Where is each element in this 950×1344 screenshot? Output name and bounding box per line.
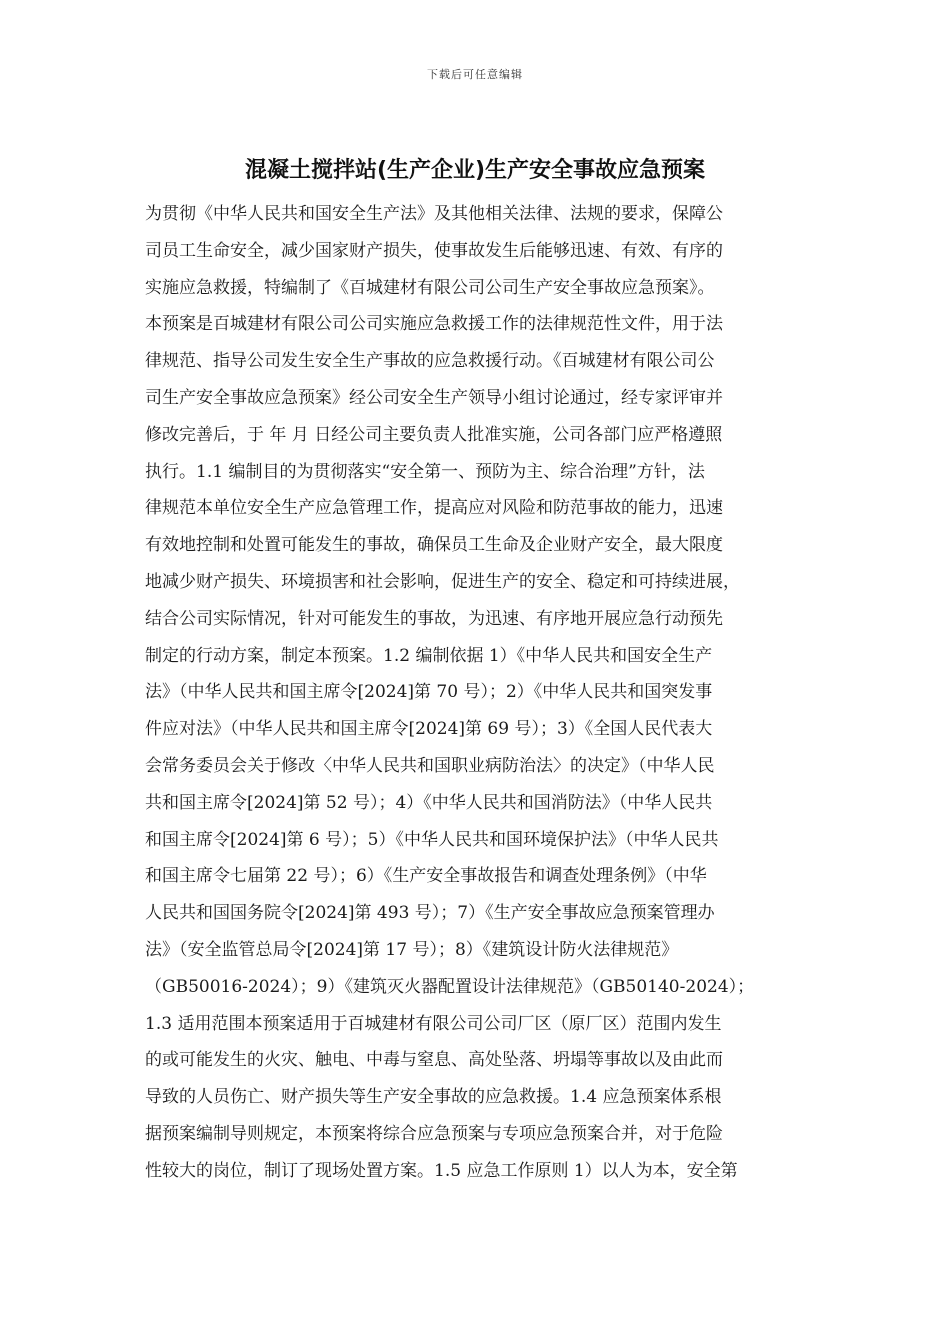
text-line: 共和国主席令[2024]第 52 号）；4）《中华人民共和国消防法》（中华人民共 [145, 792, 713, 813]
text-line: 律规范本单位安全生产应急管理工作，提高应对风险和防范事故的能力，迅速 [145, 498, 723, 519]
text-line: 的或可能发生的火灾、触电、中毒与窒息、高处坠落、坍塌等事故以及由此而 [145, 1050, 723, 1071]
text-line: 司员工生命安全，减少国家财产损失，使事故发生后能够迅速、有效、有序的 [145, 240, 723, 261]
text-line: 和国主席令七届第 22 号）；6）《生产安全事故报告和调查处理条例》（中华 [145, 866, 707, 887]
text-line: 1.3 适用范围本预案适用于百城建材有限公司公司厂区（原厂区）范围内发生 [145, 1013, 722, 1034]
text-line: 有效地控制和处置可能发生的事故，确保员工生命及企业财产安全，最大限度 [145, 535, 723, 556]
text-line: 法》（中华人民共和国主席令[2024]第 70 号）；2）《中华人民共和国突发事 [145, 682, 713, 703]
text-line: 律规范、指导公司发生安全生产事故的应急救援行动。《百城建材有限公司公 [145, 351, 715, 372]
text-line: 和国主席令[2024]第 6 号）；5）《中华人民共和国环境保护法》（中华人民共 [145, 829, 719, 850]
text-line: 会常务委员会关于修改〈中华人民共和国职业病防治法〉的决定》（中华人民 [145, 755, 715, 776]
text-line: （GB50016-2024）；9）《建筑灭火器配置设计法律规范》（GB50140-2024）； [145, 976, 755, 997]
text-line: 本预案是百城建材有限公司公司实施应急救援工作的法律规范性文件，用于法 [145, 314, 723, 335]
text-line: 地减少财产损失、环境损害和社会影响，促进生产的安全、稳定和可持续进展， [145, 571, 740, 592]
text-line: 性较大的岗位，制订了现场处置方案。1.5 应急工作原则 1）以人为本，安全第 [145, 1160, 738, 1181]
text-line: 实施应急救援，特编制了《百城建材有限公司公司生产安全事故应急预案》。 [145, 277, 715, 298]
text-line: 人民共和国国务院令[2024]第 493 号）；7）《生产安全事故应急预案管理办 [145, 903, 715, 924]
text-line: 执行。1.1 编制目的为贯彻落实“安全第一、预防为主、综合治理”方针，法 [145, 461, 705, 482]
text-line: 修改完善后，于 年 月 日经公司主要负责人批准实施，公司各部门应严格遵照 [145, 424, 723, 445]
body-text [145, 196, 810, 1190]
text-line: 司生产安全事故应急预案》经公司安全生产领导小组讨论通过，经专家评审并 [145, 387, 723, 408]
text-line: 件应对法》（中华人民共和国主席令[2024]第 69 号）；3）《全国人民代表大 [145, 719, 713, 740]
text-line: 结合公司实际情况，针对可能发生的事故，为迅速、有序地开展应急行动预先 [145, 608, 723, 629]
text-line: 为贯彻《中华人民共和国安全生产法》及其他相关法律、法规的要求，保障公 [145, 204, 723, 224]
text-line: 导致的人员伤亡、财产损失等生产安全事故的应急救援。1.4 应急预案体系根 [145, 1087, 722, 1108]
document-title: 混凝土搅拌站(生产企业)生产安全事故应急预案 [244, 158, 706, 183]
text-line: 制定的行动方案，制定本预案。1.2 编制依据 1）《中华人民共和国安全生产 [145, 645, 713, 666]
text-line: 据预案编制导则规定，本预案将综合应急预案与专项应急预案合并，对于危险 [145, 1123, 723, 1144]
header-note: 下载后可任意编辑 [427, 68, 523, 81]
text-line: 法》（安全监管总局令[2024]第 17 号）；8）《建筑设计防火法律规范》 [145, 939, 679, 960]
